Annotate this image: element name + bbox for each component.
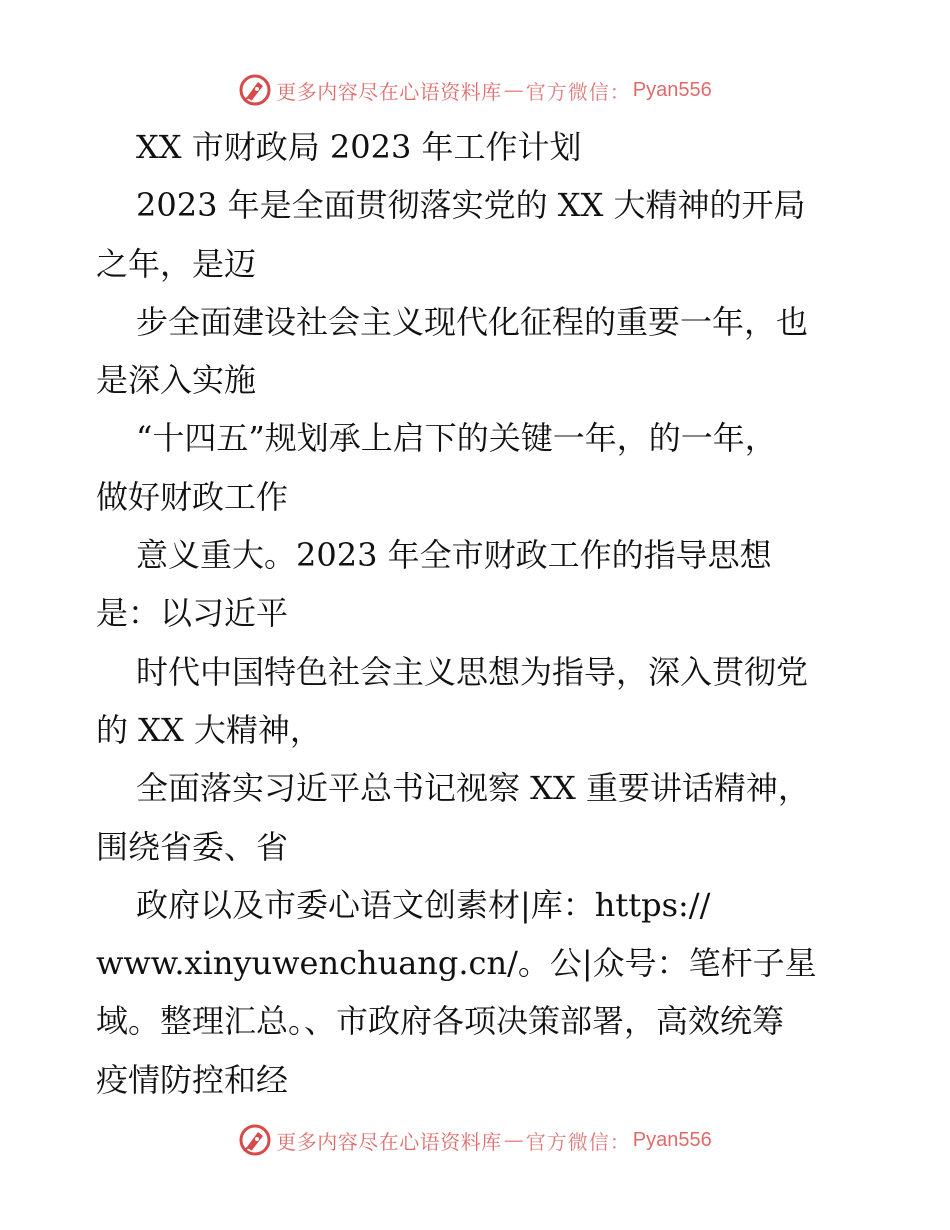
banner-wechat-handle: Pyan556: [632, 78, 712, 101]
pen-nib-logo-icon: [238, 1123, 272, 1157]
paragraph-line: 域。整理汇总。、市政府各项决策部署，高效统筹: [96, 1002, 785, 1041]
document-body: [96, 118, 866, 1109]
paragraph-line: 的 XX 大精神，: [96, 710, 322, 749]
banner-separator: —: [503, 1128, 524, 1152]
banner-brand-text: 更多内容尽在心语资料库: [276, 79, 502, 104]
paragraph-line: 是深入实施: [96, 361, 257, 400]
footer-watermark-banner: [0, 1120, 950, 1160]
pen-nib-logo-icon: [238, 73, 272, 107]
paragraph-line: 意义重大。2023 年全市财政工作的指导思想: [136, 536, 772, 575]
paragraph-line: 围绕省委、省: [96, 827, 289, 866]
paragraph-line: 全面落实习近平总书记视察 XX 重要讲话精神，: [136, 769, 810, 808]
banner-wechat-label: 官方微信：: [525, 79, 631, 104]
paragraph-line: 步全面建设社会主义现代化征程的重要一年，也: [136, 302, 809, 341]
paragraph-line: 是：以习近平: [96, 594, 289, 633]
paragraph-line: 做好财政工作: [96, 477, 289, 516]
paragraph-line: “十四五”规划承上启下的关键一年，的一年，: [136, 419, 777, 458]
paragraph-line: 时代中国特色社会主义思想为指导，深入贯彻党: [136, 652, 809, 691]
paragraph-line: www.xinyuwenchuang.cn/。公|众号：笔杆子星: [96, 944, 817, 983]
paragraph-line: 政府以及市委心语文创素材|库：https://: [136, 885, 711, 924]
banner-wechat-label: 官方微信：: [525, 1129, 631, 1154]
paragraph-line: 之年，是迈: [96, 244, 257, 283]
banner-wechat-handle: Pyan556: [632, 1128, 712, 1151]
banner-separator: —: [503, 78, 524, 102]
paragraph-line: 疫情防控和经: [96, 1060, 289, 1099]
header-watermark-banner: [0, 70, 950, 110]
document-title: XX 市财政局 2023 年工作计划: [136, 128, 582, 166]
banner-brand-text: 更多内容尽在心语资料库: [276, 1129, 502, 1154]
paragraph-line: 2023 年是全面贯彻落实党的 XX 大精神的开局: [136, 186, 806, 225]
